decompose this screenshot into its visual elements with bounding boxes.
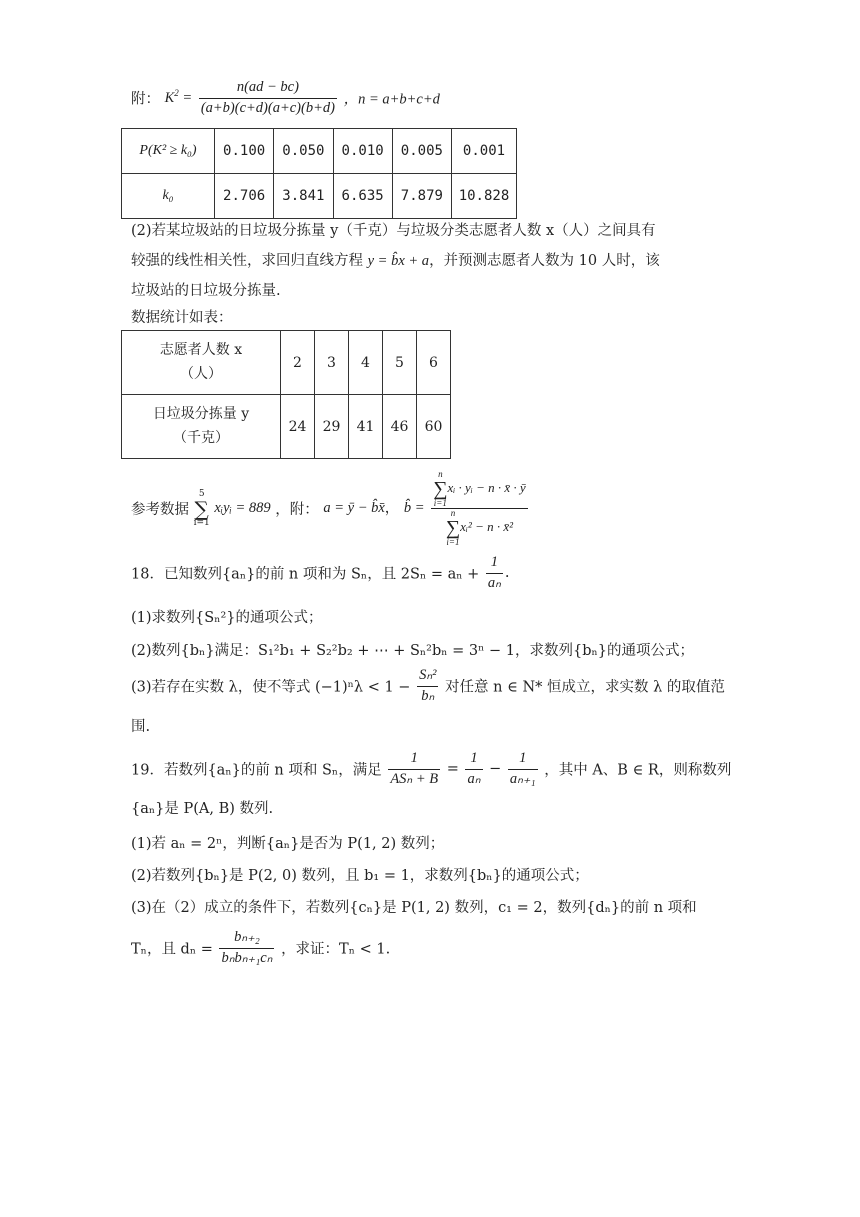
reference-mid: ，附：	[275, 502, 319, 518]
x-value: 3	[315, 331, 349, 395]
k-critical-table	[121, 128, 517, 219]
q18-fraction	[486, 553, 503, 593]
q2-line3: 垃圾站的日垃圾分拣量.	[131, 283, 281, 299]
q18-stem: 18．已知数列{aₙ}的前 n 项和为 Sₙ，且 2Sₙ = aₙ + $\frac{1}{\text{aₙ}}$ .	[131, 553, 510, 593]
k-table-cell: 0.050	[274, 129, 333, 174]
sigma-num: n ∑ i=1	[433, 469, 448, 508]
q18-part3-end: 围.	[131, 719, 151, 735]
q2-line4: 数据统计如表：	[131, 310, 233, 326]
k-table-cell: 0.001	[452, 129, 517, 174]
q2-line2-text-b: ，并预测志愿者人数为 10 人时，该	[429, 253, 660, 269]
q18-stem-text: 18．已知数列{aₙ}的前 n 项和为 Sₙ，且 2Sₙ = aₙ +	[131, 566, 480, 583]
q18-frac-num: 1	[486, 553, 503, 574]
x-value: 5	[383, 331, 417, 395]
q19-f3-num: 1	[508, 749, 538, 770]
x-label-line2: （人）	[180, 365, 222, 382]
q19-fraction-3	[508, 749, 538, 789]
x-value: 4	[349, 331, 383, 395]
k-table-row2-label: k₀	[122, 174, 215, 219]
q18-part3	[131, 666, 725, 706]
formula-label: 附：	[131, 91, 160, 108]
formula-k2: $K^2$ =	[164, 88, 193, 107]
q19-stem-text: 19．若数列{aₙ}的前 n 项和 Sₙ，满足	[131, 762, 382, 779]
q18-part3-text: (3)若存在实数 λ，使不等式 (−1)ⁿλ < 1 −	[131, 679, 411, 696]
q19-stem-text-b: ，其中 A、B ∈ R，则称数列	[544, 762, 732, 779]
y-label-line2: （千克）	[173, 429, 229, 446]
formula-fraction	[199, 78, 337, 118]
y-value: 29	[315, 395, 349, 459]
k-table-cell: 3.841	[274, 174, 333, 219]
q2-line2	[131, 249, 660, 270]
x-value: 2	[281, 331, 315, 395]
q19-f2-num: 1	[465, 749, 482, 770]
q19-f1-den: ASₙ + B	[390, 770, 439, 787]
x-label-line1: 志愿者人数 x	[159, 341, 243, 358]
q19-p3-den: bₙbₙ₊₁cₙ	[221, 949, 273, 966]
reference-b-fraction	[431, 470, 527, 547]
q18-frac-den: aₙ	[487, 574, 501, 591]
formula-n-def: ，n = a+b+c+d	[343, 91, 440, 108]
k-table-cell: 0.010	[333, 129, 392, 174]
y-value: 24	[281, 395, 315, 459]
formula-denominator: (a+b)(c+d)(a+c)(b+d)	[200, 99, 335, 116]
q19-part3-text-b: ，求证：Tₙ < 1.	[281, 941, 391, 958]
q2-line2-text: 较强的线性相关性，求回归直线方程	[131, 253, 363, 269]
k-table-cell: 6.635	[333, 174, 392, 219]
reference-data: 参考数据 5 ∑ i=1 xᵢyᵢ = 889 ，附： a = ȳ − b̂x̄， b̂ = n ∑ i=1xᵢ · yᵢ − n · x̄ · ȳ n ∑ i=1xᵢ² − n · x̄²	[131, 469, 526, 547]
q18-part1: (1)求数列{Sₙ²}的通项公式；	[131, 610, 323, 626]
q19-p3-num: bₙ₊₂	[219, 928, 274, 949]
q19-part1: (1)若 aₙ = 2ⁿ，判断{aₙ}是否为 P(1, 2) 数列；	[131, 836, 445, 852]
x-label	[122, 331, 281, 395]
q19-part3-fraction	[219, 928, 274, 968]
y-value: 60	[417, 395, 451, 459]
q19-fraction-2	[465, 749, 482, 789]
q18-p3-num: Sₙ²	[417, 666, 438, 687]
k-table-cell: 0.005	[392, 129, 451, 174]
y-value: 41	[349, 395, 383, 459]
q18-part3-text-b: 对任意 n ∈ N* 恒成立，求实数 λ 的取值范	[445, 679, 725, 696]
y-label	[122, 395, 281, 459]
q19-part3-text: Tₙ，且 dₙ =	[131, 941, 213, 958]
q19-part2: (2)若数列{bₙ}是 P(2, 0) 数列，且 b₁ = 1，求数列{bₙ}的通项公式；	[131, 868, 589, 884]
reference-prefix: 参考数据	[131, 502, 189, 518]
q19-f2-den: aₙ	[467, 770, 481, 787]
formula-numerator: n(ad − bc)	[199, 78, 337, 99]
k-table-cell: 0.100	[215, 129, 274, 174]
sigma-sum: 5 ∑ i=1	[193, 488, 210, 528]
b-denominator: n ∑ i=1xᵢ² − n · x̄²	[445, 508, 514, 547]
reference-sum: xᵢyᵢ = 889	[214, 500, 271, 516]
q2-line1: (2)若某垃圾站的日垃圾分拣量 y（千克）与垃圾分类志愿者人数 x（人）之间具有	[131, 223, 656, 239]
reference-a-formula: a = ȳ − b̂x̄	[323, 500, 385, 516]
reference-b-lhs: b̂ =	[403, 500, 425, 516]
q19-f1-num: 1	[388, 749, 440, 770]
q18-p3-den: bₙ	[421, 687, 435, 704]
data-table	[121, 330, 451, 459]
formula-line	[131, 78, 440, 118]
q19-minus: −	[489, 761, 502, 778]
k-table-cell: 2.706	[215, 174, 274, 219]
x-value: 6	[417, 331, 451, 395]
q19-equals: =	[446, 761, 459, 778]
b-numerator: n ∑ i=1xᵢ · yᵢ − n · x̄ · ȳ	[433, 469, 526, 508]
q19-part3: (3)在（2）成立的条件下，若数列{cₙ}是 P(1, 2) 数列，c₁ = 2，数列{dₙ}的前 n 项和	[131, 900, 697, 916]
q18-part3-fraction	[417, 666, 438, 706]
regression-equation: y = b̂x + a	[367, 253, 430, 269]
q19-f3-den: aₙ₊₁	[509, 770, 536, 787]
q18-part2: (2)数列{bₙ}满足：S₁²b₁ + S₂²b₂ + ⋯ + Sₙ²bₙ = 3ⁿ − 1，求数列{bₙ}的通项公式；	[131, 643, 694, 659]
q19-part3-line2	[131, 928, 390, 968]
k-table-cell: 10.828	[452, 174, 517, 219]
q19-stem-end: {aₙ}是 P(A, B) 数列.	[131, 801, 274, 817]
q19-fraction-1	[388, 749, 440, 789]
k-table-row1-label: P(K² ≥ k₀)	[122, 129, 215, 174]
y-value: 46	[383, 395, 417, 459]
y-label-line1: 日垃圾分拣量 y	[152, 405, 250, 422]
k-table-cell: 7.879	[392, 174, 451, 219]
sigma-den: n ∑ i=1	[445, 508, 461, 547]
q19-stem	[131, 749, 731, 789]
